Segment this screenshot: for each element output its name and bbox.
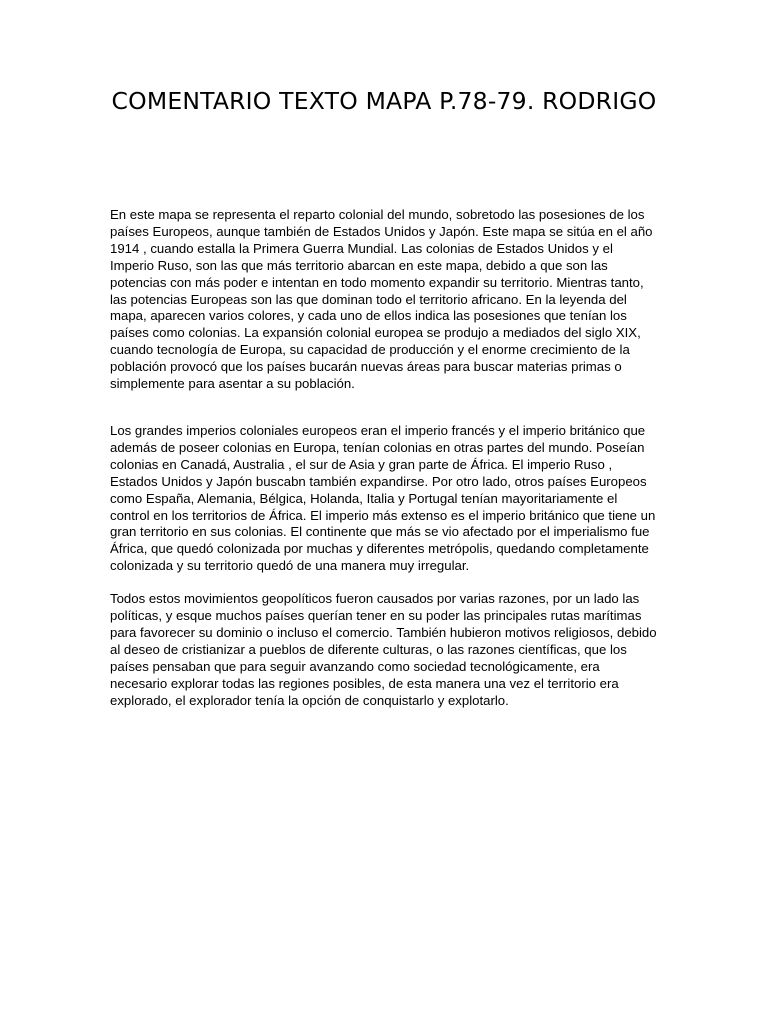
document-body (110, 207, 660, 709)
paragraph-3: Todos estos movimientos geopolíticos fueron causados por varias razones, por un lado las políticas, y esque muchos países querían tener en su poder las principales rutas marítimas para favorecer su dominio o incluso el comercio. También hubieron motivos religiosos, debido al deseo de cristianizar a pueblos de diferente culturas, o las razones científicas, que los países pensaban que para seguir avanzando como sociedad tecnológicamente, era necesario explorar todas las regiones posibles, de esta manera una vez el territorio era explorado, el explorador tenía la opción de conquistarlo y explotarlo. (110, 591, 657, 708)
paragraph-1: En este mapa se representa el reparto colonial del mundo, sobretodo las posesiones de los países Europeos, aunque también de Estados Unidos y Japón. Este mapa se sitúa en el año 1914 , cuando estalla la Primera Guerra Mundial. Las colonias de Estados Unidos y el Imperio Ruso, son las que más territorio abarcan en este mapa, debido a que son las potencias con más poder e intentan en todo momento expandir su territorio. Mientras tanto, las potencias Europeas son las que dominan todo el territorio africano. En la leyenda del mapa, aparecen varios colores, y cada uno de ellos indica las posesiones que tenían los países como colonias. La expansión colonial europea se produjo a mediados del siglo XIX, cuando tecnología de Europa, su capacidad de producción y el enorme crecimiento de la población provocó que los países bucarán nuevas áreas para buscar materias primas o simplemente para asentar a su población. (110, 207, 653, 392)
paragraph-2: Los grandes imperios coloniales europeos eran el imperio francés y el imperio británico que además de poseer colonias en Europa, tenían colonias en otras partes del mundo. Poseían colonias en Canadá, Australia , el sur de Asia y gran parte de África. El imperio Ruso , Estados Unidos y Japón buscabn también expandirse. Por otro lado, otros países Europeos como España, Alemania, Bélgica, Holanda, Italia y Portugal tenían mayoritariamente el control en los territorios de África. El imperio más extenso es el imperio británico que tiene un gran territorio en sus colonias. El continente que más se vio afectado por el imperialismo fue África, que quedó colonizada por muchas y diferentes metrópolis, quedando completamente colonizada y su territorio quedó de una manera muy irregular. (110, 422, 656, 574)
document-title: COMENTARIO TEXTO MAPA P.78-79. RODRIGO (111, 87, 657, 115)
